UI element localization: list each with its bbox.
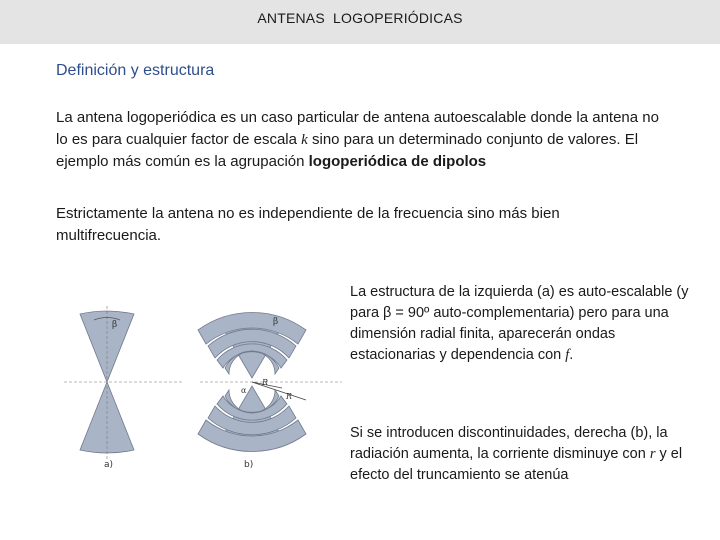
frequency-symbol: f	[565, 347, 570, 363]
side-text-structure-b	[350, 423, 702, 486]
radius-label-inner: R	[262, 378, 269, 387]
antenna-diagram	[60, 306, 345, 476]
scale-factor-symbol: k	[301, 132, 308, 148]
alpha-label: α	[241, 386, 247, 395]
radius-symbol: r	[649, 446, 656, 462]
bowtie-antenna-a	[64, 306, 184, 470]
side-text-structure-b-part2: y el efecto del truncamiento se atenúa	[350, 446, 683, 483]
paragraph-definition-text-b: sino para un determinado conjunto de valores. El ejemplo más común es la agrupación	[56, 131, 639, 170]
section-heading: Definición y estructura	[56, 62, 215, 79]
side-text-structure-a-part1: La estructura de la izquierda (a) es auto-escalable (y para β = 90º auto-complementaria) pero para una dimensión radial finita, aparecerán ondas estacionarias y dependencia con	[350, 284, 689, 363]
beta-label-a: β	[112, 320, 118, 330]
radius-label-outer: R	[286, 392, 293, 401]
side-text-structure-a	[350, 282, 702, 366]
side-text-structure-b-part1: Si se introducen discontinuidades, derecha (b), la radiación aumenta, la corriente disminuye con	[350, 425, 668, 462]
slide-title: ANTENAS LOGOPERIÓDICAS	[257, 10, 463, 26]
paragraph-definition-bold: logoperiódica de dipolos	[308, 153, 487, 170]
antenna-figure	[60, 306, 345, 476]
side-text-structure-a-part2: .	[569, 347, 574, 363]
label-b: b)	[244, 460, 254, 470]
toothed-upper-lobe	[198, 312, 306, 378]
paragraph-multifrequency: Estrictamente la antena no es independiente de la frecuencia sino más bien multifrecuencia.	[56, 205, 560, 244]
beta-label-b: β	[273, 317, 279, 327]
paragraph-definition	[56, 107, 666, 173]
paragraph-definition-text-a: La antena logoperiódica es un caso particular de antena autoescalable donde la antena no lo es para cualquier factor de escala	[56, 109, 659, 148]
title-bar	[0, 0, 720, 44]
label-a: a)	[104, 460, 114, 470]
radius-line-outer	[252, 382, 306, 400]
